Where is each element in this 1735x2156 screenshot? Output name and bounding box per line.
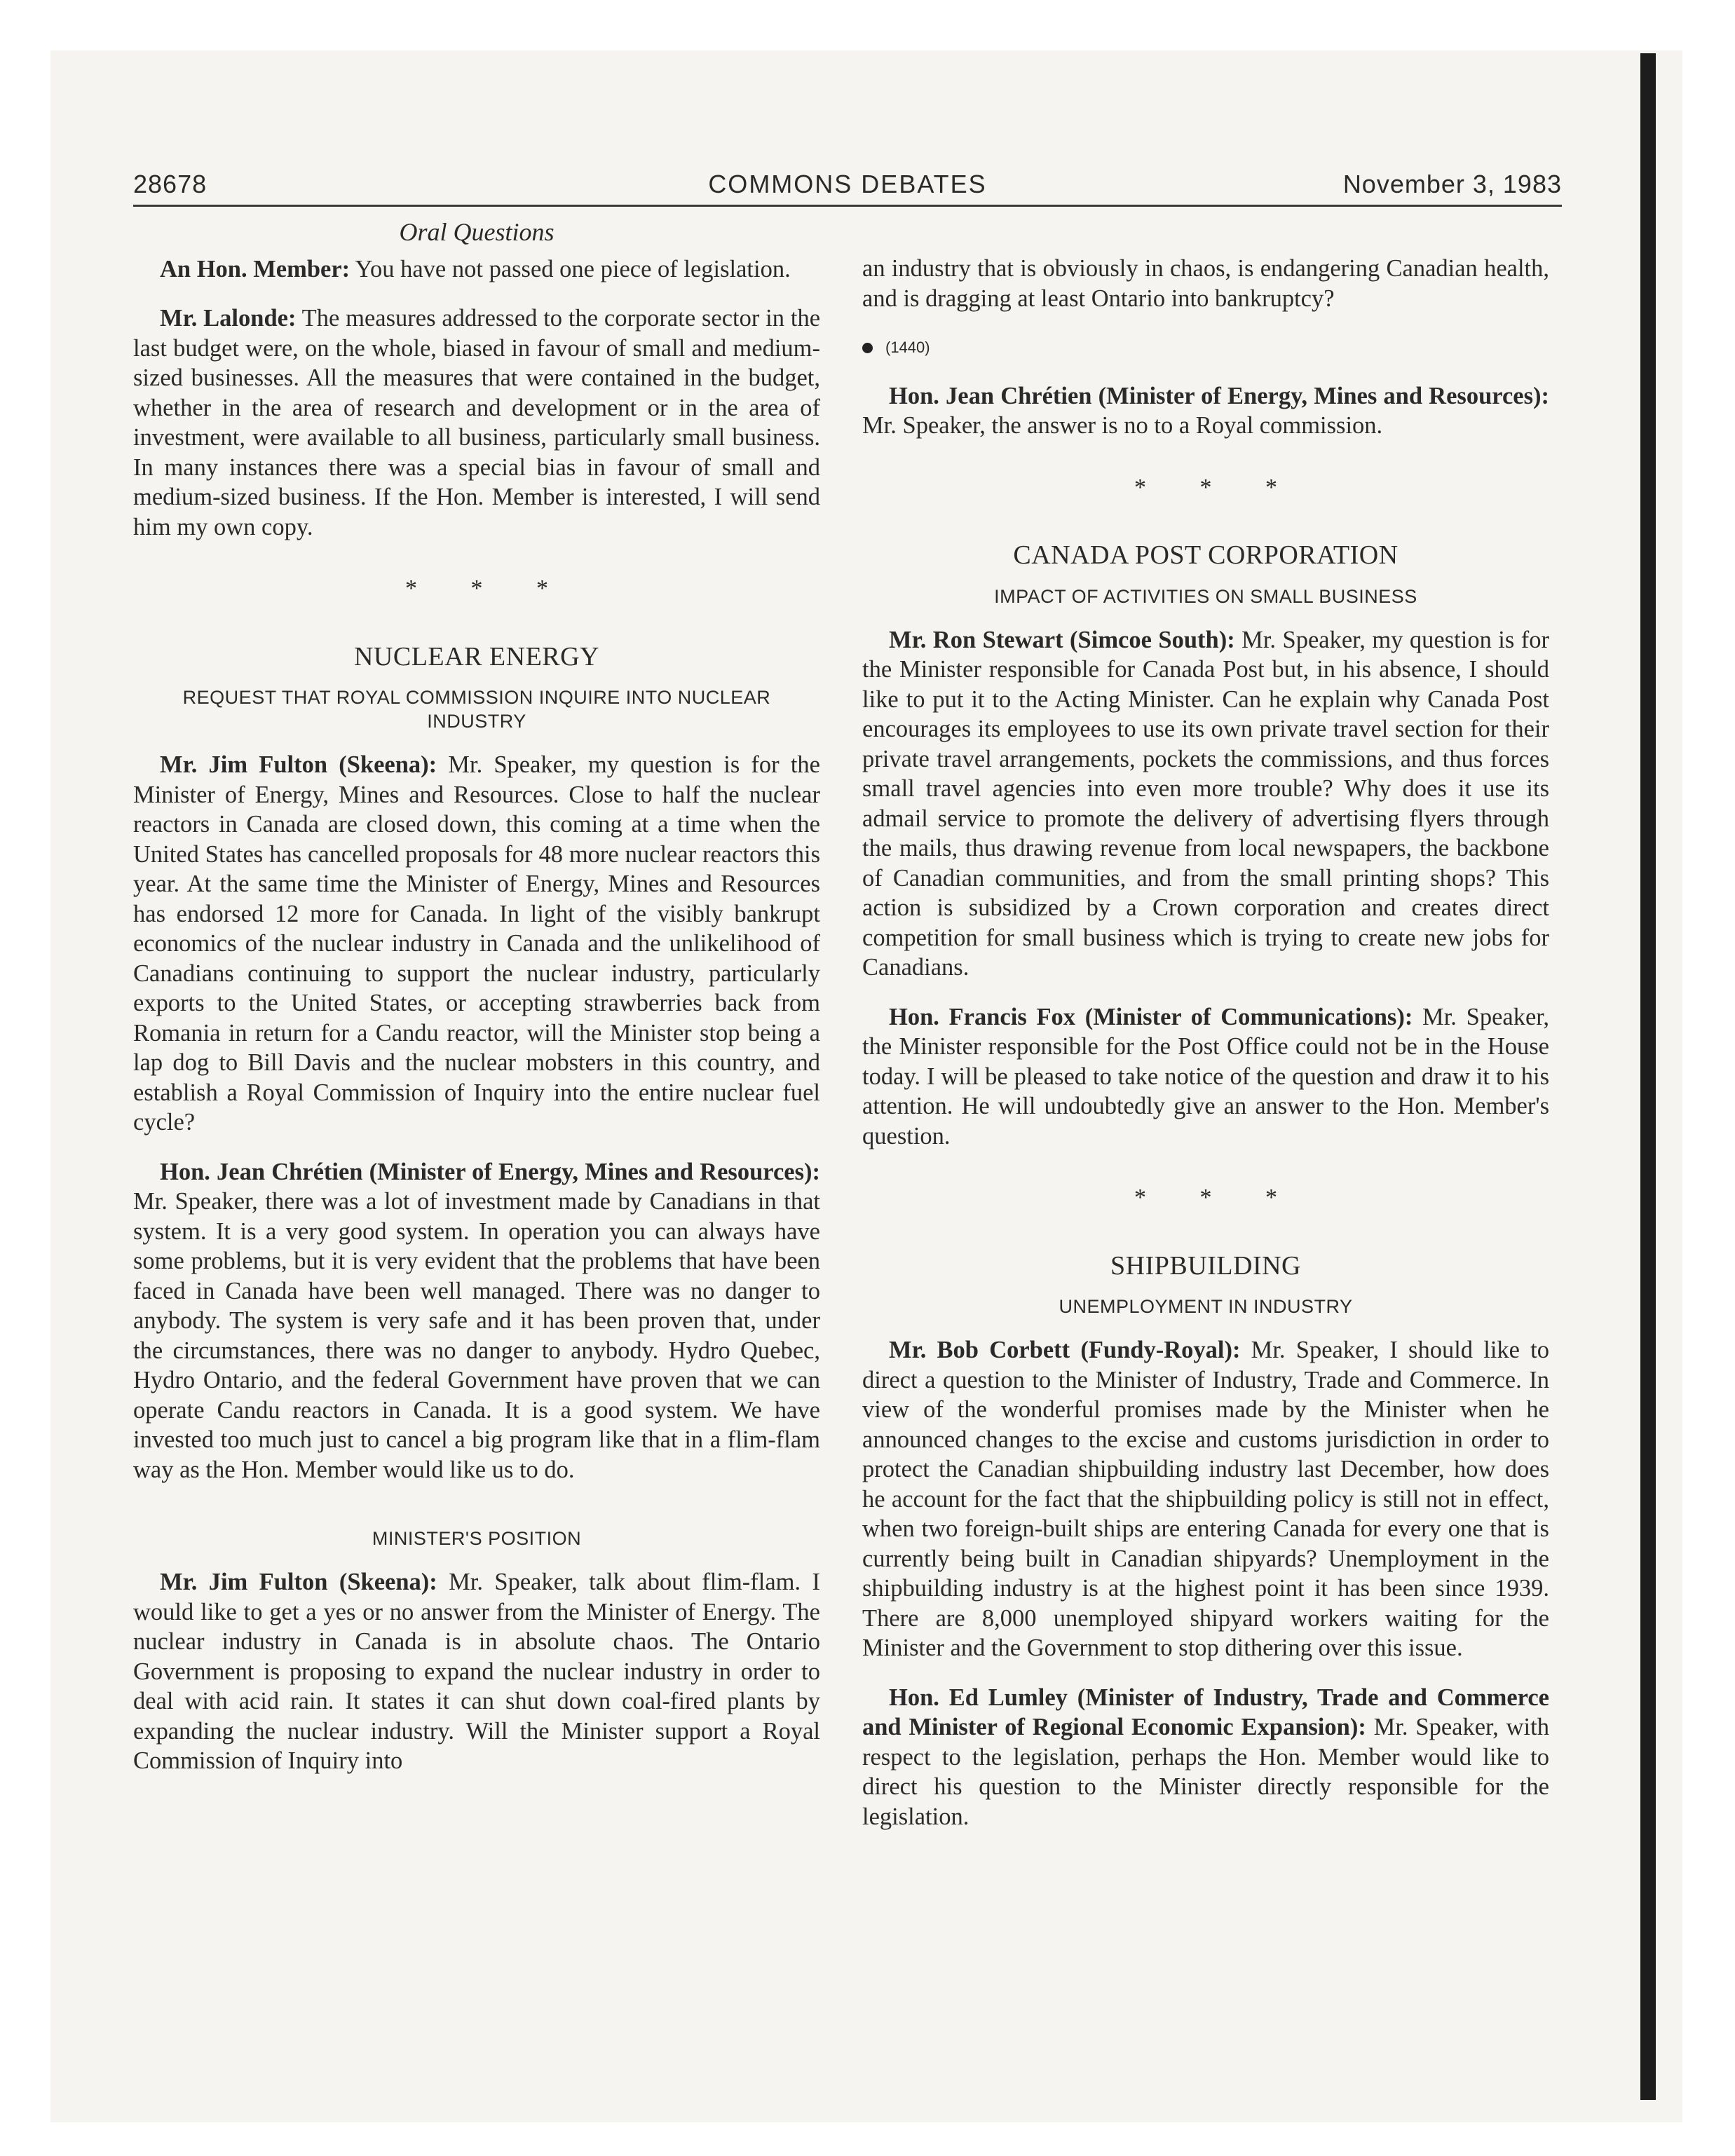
paragraph-text: Mr. Speaker, I should like to direct a question to the Minister of Industry, Trade and Commerce. In view of the wonderful promises made by the Minister when he announced changes to the excise and customs jurisdiction in order to protect the Canadian shipbuilding industry last December, how does he account for the fact that the shipbuilding policy is still not in effect, when two foreign-built ships are entering Canada for every one that is currently being built in Canadian shipyards? Unemployment in the shipbuilding industry is at the highest point it has been since 1939. There are 8,000 unemployed shipyard workers waiting for the Minister and the Government to stop dithering over this issue. [862, 1337, 1550, 1661]
speaker-name: Hon. Jean Chrétien (Minister of Energy, Mines and Resources): [889, 382, 1549, 409]
speaker-name: Hon. Jean Chrétien (Minister of Energy, Mines and Resources): [160, 1158, 820, 1185]
speaker-name: Mr. Jim Fulton (Skeena): [160, 751, 437, 778]
section-subheading: UNEMPLOYMENT IN INDUSTRY [1059, 1296, 1353, 1317]
time-marker [862, 333, 1549, 363]
speaker-name: Mr. Lalonde: [160, 305, 297, 332]
paragraph-text: Mr. Speaker, the Minister responsible for the Post Office could not be in the House today. I will be pleased to take notice of the question and draw it to his attention. He will undoubtedly give an answer to the Hon. Member's question. [862, 1003, 1549, 1149]
section-subheading: REQUEST THAT ROYAL COMMISSION INQUIRE INTO NUCLEAR INDUSTRY [182, 687, 771, 732]
paragraph-text: Mr. Speaker, my question is for the Minister responsible for Canada Post but, in his absence, I should like to put it to the Acting Minister. Can he explain why Canada Post encourages its employees to use its own private travel section for their private travel arrangements, pockets the commissions, and thus forces small travel agencies into even more trouble? Why does it use its admail service to promote the delivery of advertising flyers through the mails, thus drawing revenue from local newspapers, the backbone of Canadian communities, and from the small printing shops? This action is subsidized by a Crown corporation and creates direct competition for small business which is trying to create new jobs for Canadians. [862, 626, 1549, 981]
section-heading: SHIPBUILDING [1110, 1250, 1301, 1281]
section-heading: CANADA POST CORPORATION [1013, 540, 1399, 570]
paragraph [862, 1002, 1549, 1152]
paragraph-text: Mr. Speaker, the answer is no to a Royal commission. [862, 412, 1383, 439]
paragraph [133, 254, 820, 285]
speaker-name: Mr. Jim Fulton (Skeena): [160, 1569, 437, 1595]
section-separator: * * * [405, 575, 572, 601]
continued-paragraph: an industry that is obviously in chaos, is endangering Canadian health, and is dragging at least Ontario into bankruptcy? [862, 255, 1549, 312]
paragraph [133, 303, 820, 542]
left-column [133, 217, 820, 1796]
right-column [862, 217, 1549, 1851]
speaker-name: Hon. Francis Fox (Minister of Communications): [889, 1003, 1413, 1030]
section-heading: NUCLEAR ENERGY [353, 641, 600, 671]
page-number: 28678 [133, 170, 207, 198]
speaker-name: Mr. Bob Corbett (Fundy-Royal): [889, 1337, 1241, 1363]
paragraph [862, 625, 1549, 983]
page-header [133, 165, 1562, 207]
section-rubric: Oral Questions [399, 218, 554, 246]
section-subheading: MINISTER'S POSITION [372, 1528, 582, 1549]
paragraph-text: You have not passed one piece of legislation. [350, 255, 791, 282]
section-separator: * * * [1134, 1185, 1301, 1210]
section-separator: * * * [1134, 474, 1301, 500]
bullet-icon [862, 343, 873, 353]
speaker-name: Hon. Ed Lumley (Minister of Industry, Trade and Commerce and Minister of Regional Economic Expansion): [862, 1684, 1549, 1740]
paragraph [862, 1683, 1549, 1832]
paragraph [133, 1567, 820, 1776]
paragraph-text: Mr. Speaker, there was a lot of investment made by Canadians in that system. It is a very good system. In operation you can always have some problems, but it is very evident that the problems that have been faced in Canada have been well managed. There was no danger to anybody. The system is very safe and it has been proven that, under the circumstances, there was no danger to anybody. Hydro Quebec, Hydro Ontario, and the federal Government have proven that we can operate Candu reactors in Canada. It is a good system. We have invested too much just to cancel a big program like that in a flim-flam way as the Hon. Member would like us to do. [133, 1188, 820, 1483]
paragraph-text: The measures addressed to the corporate sector in the last budget were, on the whole, biased in favour of small and medium-sized businesses. All the measures that were contained in the budget, whether in the area of research and development or in the area of investment, were available to all business, particularly small business. In many instances there was a special bias in favour of small and medium-sized business. If the Hon. Member is interested, I will send him my own copy. [133, 305, 821, 540]
page-edge-shadow [1640, 53, 1656, 2100]
paragraph-text: Mr. Speaker, talk about flim-flam. I would like to get a yes or no answer from the Minister of Energy. The nuclear industry in Canada is in absolute chaos. The Ontario Government is proposing to expand the nuclear industry in order to deal with acid rain. It states it can shut down coal-fired plants by expanding the nuclear industry. Will the Minister support a Royal Commission of Inquiry into [133, 1569, 820, 1774]
time-stamp: (1440) [885, 339, 930, 356]
paragraph-text: Mr. Speaker, with respect to the legislation, perhaps the Hon. Member would like to direct his question to the Minister directly responsible for the legislation. [862, 1714, 1549, 1830]
paragraph [862, 381, 1549, 441]
speaker-name: An Hon. Member: [160, 255, 351, 282]
paragraph [133, 750, 820, 1138]
paragraph-text: Mr. Speaker, my question is for the Minister of Energy, Mines and Resources. Close to half the nuclear reactors in Canada are closed down, this coming at a time when the United States has cancelled proposals for 48 more nuclear reactors this year. At the same time the Minister of Energy, Mines and Resources has endorsed 12 more for Canada. In light of the visibly bankrupt economics of the nuclear industry in Canada and the unlikelihood of Canadians continuing to support the nuclear industry, particularly exports to the United States, or accepting strawberries back from Romania in return for a Candu reactor, will the Minister stop being a lap dog to Bill Davis and the nuclear mobsters in this country, and establish a Royal Commission of Inquiry into the entire nuclear fuel cycle? [133, 751, 820, 1135]
paragraph [862, 1335, 1549, 1663]
paragraph [133, 1157, 820, 1485]
section-subheading: IMPACT OF ACTIVITIES ON SMALL BUSINESS [994, 585, 1417, 607]
page-date: November 3, 1983 [1342, 170, 1562, 198]
journal-title: COMMONS DEBATES [708, 170, 987, 198]
speaker-name: Mr. Ron Stewart (Simcoe South): [889, 626, 1235, 653]
